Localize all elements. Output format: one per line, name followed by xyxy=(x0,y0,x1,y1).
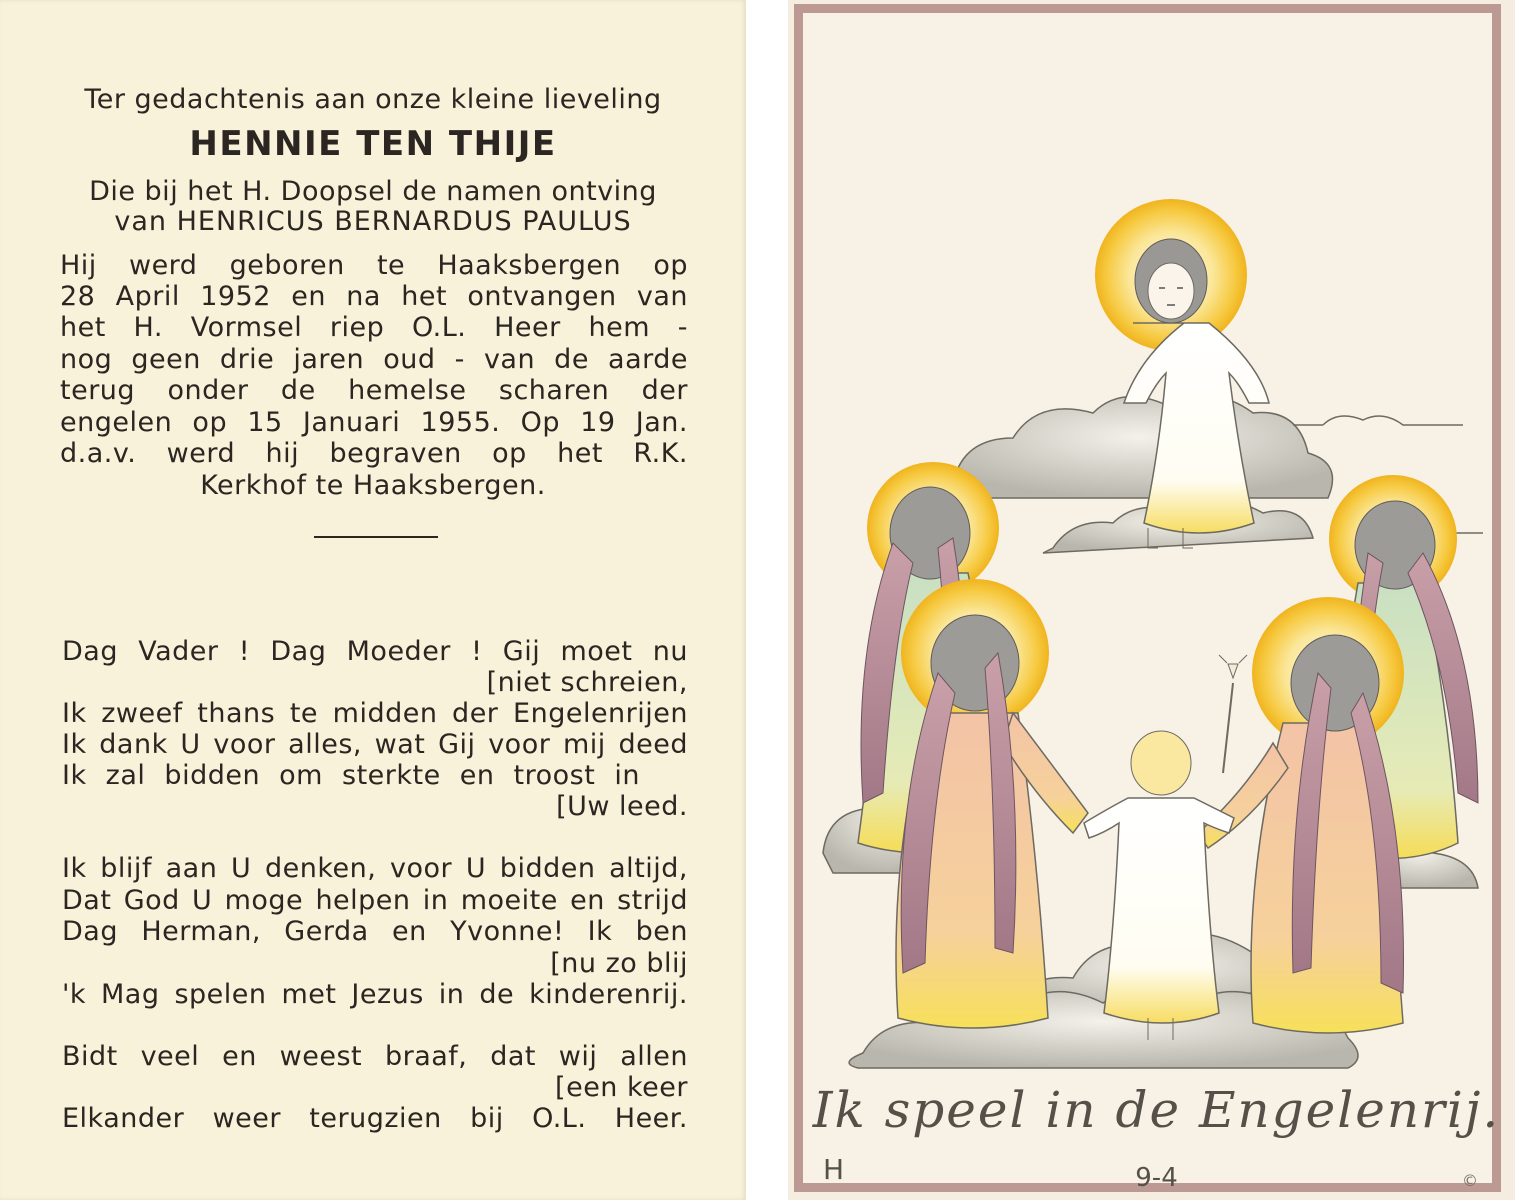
card-code: 9-4 xyxy=(1135,1163,1178,1193)
poem-line: Elkander weer terugzien bij O.L. Heer. xyxy=(62,1103,688,1134)
poem-line: [niet schreien, xyxy=(486,667,688,698)
section-divider xyxy=(314,536,438,538)
bio-line: Hij werd geboren te Haaksbergen op xyxy=(60,250,688,281)
memorial-card-picture-side xyxy=(788,0,1515,1200)
poem-line: Bidt veel en weest braaf, dat wij allen xyxy=(62,1041,688,1072)
child-figure xyxy=(1084,731,1234,1040)
poem-line: Ik zweef thans te midden der Engelenrijen xyxy=(62,698,688,729)
poem-line: Dag Vader ! Dag Moeder ! Gij moet nu xyxy=(62,636,688,667)
bio-line: het H. Vormsel riep O.L. Heer hem - xyxy=(60,312,688,343)
artist-monogram: H xyxy=(823,1153,845,1186)
deceased-name: HENNIE TEN THIJE xyxy=(189,124,557,164)
angel-front-left xyxy=(896,579,1088,1028)
copyright-mark: © xyxy=(1462,1171,1478,1190)
poem-line: Ik dank U voor alles, wat Gij voor mij deed xyxy=(62,729,688,760)
poem-line: Dat God U moge helpen in moeite en strijd xyxy=(62,885,688,916)
poem-line: [een keer xyxy=(555,1072,688,1103)
bio-line: 28 April 1952 en na het ontvangen van xyxy=(60,281,688,312)
bio-line: engelen op 15 Januari 1955. Op 19 Jan. xyxy=(60,407,688,438)
baptism-line-1: Die bij het H. Doopsel de namen ontving xyxy=(89,176,657,207)
memorial-card-text-side xyxy=(0,0,746,1200)
bio-line: nog geen drie jaren oud - van de aarde xyxy=(60,344,688,375)
poem-line: [nu zo blij xyxy=(550,948,688,979)
poem-line: Ik zal bidden om sterkte en troost in xyxy=(62,760,640,791)
intro-line: Ter gedachtenis aan onze kleine lieveling xyxy=(84,84,662,115)
card-caption: Ik speel in de Engelenrij. xyxy=(812,1081,1501,1139)
picture-frame xyxy=(794,4,1501,1192)
bio-last-line: Kerkhof te Haaksbergen. xyxy=(200,470,546,501)
angels-illustration xyxy=(803,13,1492,1183)
poem-line: [Uw leed. xyxy=(556,791,688,822)
poem-line: Ik blijf aan U denken, voor U bidden altijd, xyxy=(62,853,688,884)
baptism-line-2: van HENRICUS BERNARDUS PAULUS xyxy=(114,206,632,237)
poem-line: 'k Mag spelen met Jezus in de kinderenrij. xyxy=(62,979,688,1010)
poem-line: Dag Herman, Gerda en Yvonne! Ik ben xyxy=(62,916,688,947)
bio-line: d.a.v. werd hij begraven op het R.K. xyxy=(60,438,688,469)
bio-line: terug onder de hemelse scharen der xyxy=(60,375,688,406)
